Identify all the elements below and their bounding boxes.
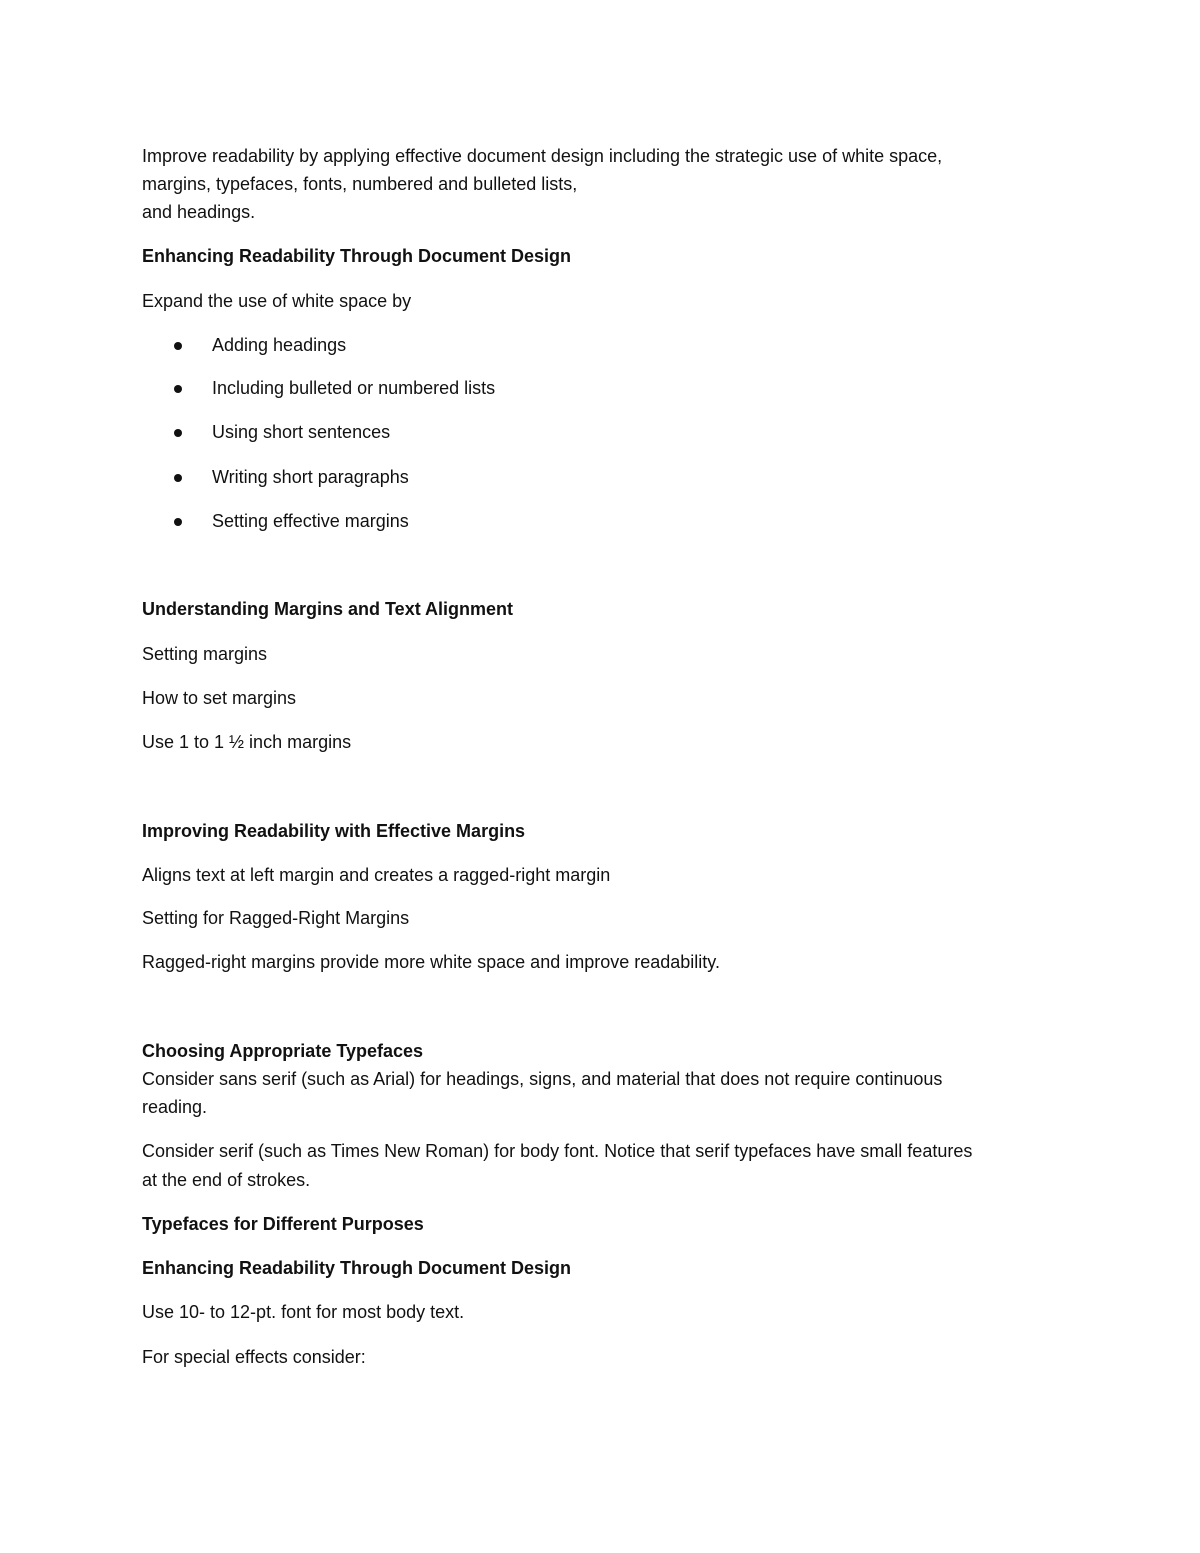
paragraph: Aligns text at left margin and creates a ragged-right margin xyxy=(142,865,611,885)
section-heading-margins-alignment: Understanding Margins and Text Alignment xyxy=(142,599,514,619)
paragraph-line: Consider sans serif (such as Arial) for headings, signs, and material that does not require continuous xyxy=(142,1069,943,1089)
section-heading-enhancing-readability: Enhancing Readability Through Document Design xyxy=(142,246,572,266)
list-item: Setting effective margins xyxy=(212,511,409,531)
bullet-icon xyxy=(174,474,182,482)
intro-line-2: margins, typefaces, fonts, numbered and bulleted lists, xyxy=(142,174,578,194)
list-item: Writing short paragraphs xyxy=(212,467,409,487)
paragraph-line: at the end of strokes. xyxy=(142,1170,311,1190)
paragraph: How to set margins xyxy=(142,688,297,708)
section-heading-typefaces: Choosing Appropriate Typefaces xyxy=(142,1041,424,1061)
list-item: Using short sentences xyxy=(212,422,391,442)
intro-line-1: Improve readability by applying effective document design including the strategic use of white space, xyxy=(142,146,943,166)
section-heading-enhancing-readability-repeat: Enhancing Readability Through Document Design xyxy=(142,1258,572,1278)
bullet-icon xyxy=(174,385,182,393)
paragraph: For special effects consider: xyxy=(142,1347,366,1367)
paragraph-line: Consider serif (such as Times New Roman) for body font. Notice that serif typefaces have small features xyxy=(142,1141,973,1161)
white-space-lead: Expand the use of white space by xyxy=(142,291,412,311)
bullet-icon xyxy=(174,518,182,526)
paragraph: Ragged-right margins provide more white space and improve readability. xyxy=(142,952,720,972)
paragraph-line: reading. xyxy=(142,1097,208,1117)
bullet-icon xyxy=(174,429,182,437)
intro-line-3: and headings. xyxy=(142,202,256,222)
section-heading-effective-margins: Improving Readability with Effective Margins xyxy=(142,821,526,841)
list-item: Including bulleted or numbered lists xyxy=(212,378,496,398)
section-heading-typefaces-purposes: Typefaces for Different Purposes xyxy=(142,1214,424,1234)
list-item: Adding headings xyxy=(212,335,347,355)
paragraph: Setting margins xyxy=(142,644,268,664)
paragraph: Use 1 to 1 ½ inch margins xyxy=(142,732,352,752)
paragraph: Setting for Ragged-Right Margins xyxy=(142,908,410,928)
bullet-icon xyxy=(174,342,182,350)
paragraph: Use 10- to 12-pt. font for most body text. xyxy=(142,1302,465,1322)
